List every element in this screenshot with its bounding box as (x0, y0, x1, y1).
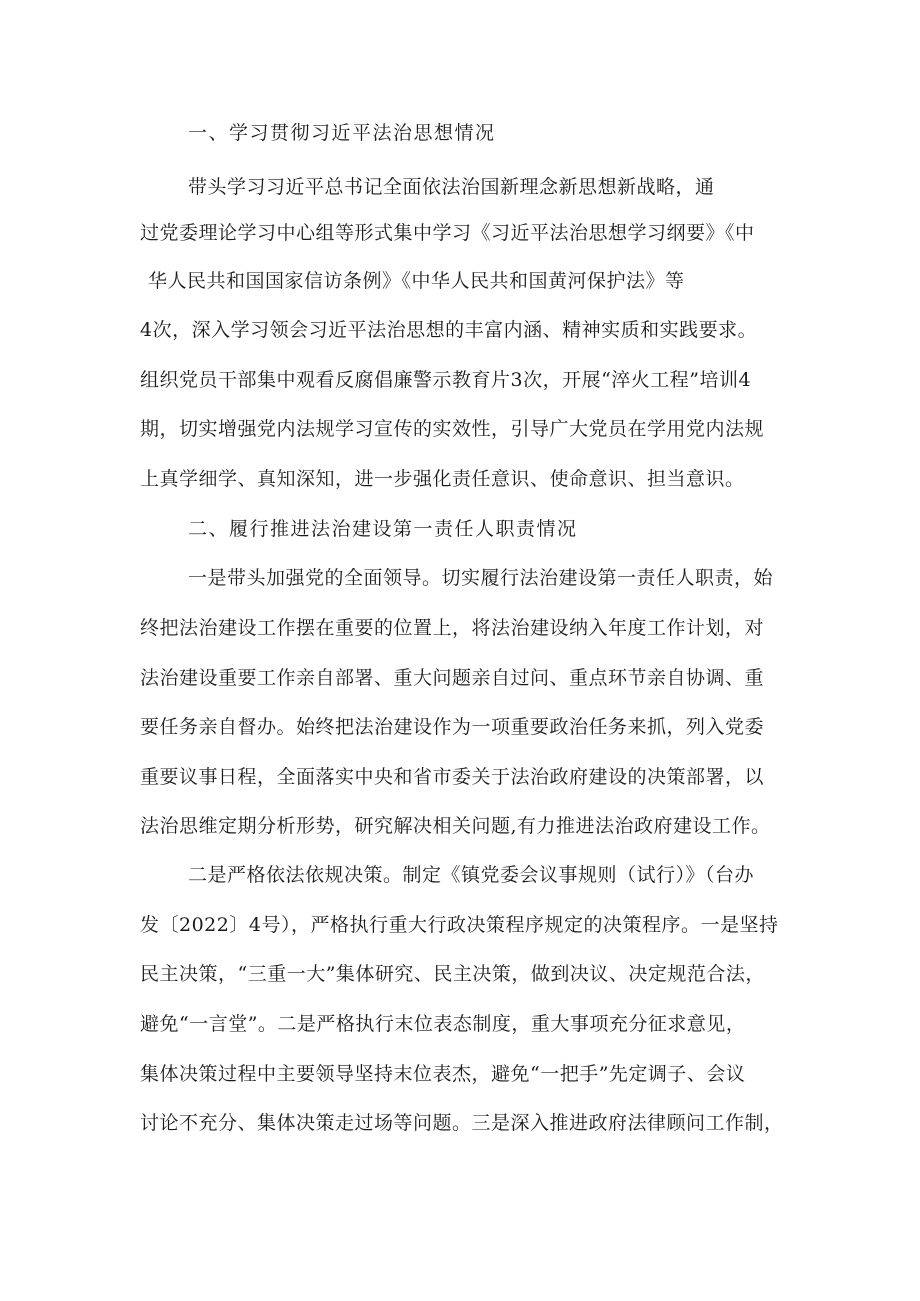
paragraph-line: 一是带头加强党的全面领导。切实履行法治建设第一责任人职责，始 (188, 567, 774, 589)
paragraph-line: 法治建设重要工作亲自部署、重大问题亲自过问、重点环节亲自协调、重 (140, 667, 765, 689)
paragraph-line: 4次，深入学习领会习近平法治思想的丰富内涵、精神实质和实践要求。 (140, 319, 758, 341)
paragraph-line: 民主决策，“三重一大”集体研究、民主决策，做到决议、决定规范合法， (140, 963, 765, 985)
paragraph-line: 发〔2022〕4号），严格执行重大行政决策程序规定的决策程序。一是坚持 (140, 914, 779, 936)
paragraph-line: 终把法治建设工作摆在重要的位置上，将法治建设纳入年度工作计划，对 (140, 617, 765, 639)
paragraph-line: 二是严格依法依规决策。制定《镇党委会议事规则（试行）》（台办 (188, 864, 755, 886)
paragraph-line: 华人民共和国国家信访条例》《中华人民共和国黄河保护法》等 (148, 270, 685, 292)
paragraph-line: 法治思维定期分析形势，研究解决相关问题,有力推进法治政府建设工作。 (140, 815, 771, 837)
paragraph-line: 带头学习习近平总书记全面依法治国新理念新思想新战略，通 (188, 176, 715, 198)
section-heading-1: 一、学习贯彻习近平法治思想情况 (188, 122, 496, 144)
paragraph-line: 避免“一言堂”。二是严格执行末位表态制度，重大事项充分征求意见， (140, 1013, 746, 1035)
paragraph-line: 组织党员干部集中观看反腐倡廉警示教育片3次，开展“淬火工程”培训4 (140, 369, 752, 391)
paragraph-line: 要任务亲自督办。始终把法治建设作为一项重要政治任务来抓，列入党委 (140, 716, 765, 738)
paragraph-line: 集体决策过程中主要领导坚持末位表杰，避免“一把手”先定调子、会议 (140, 1063, 746, 1085)
section-heading-2: 二、履行推进法治建设第一责任人职责情况 (188, 518, 578, 540)
paragraph-line: 讨论不充分、集体决策走过场等问题。三是深入推进政府法律顾问工作制， (140, 1112, 784, 1134)
paragraph-line: 过党委理论学习中心组等形式集中学习《习近平法治思想学习纲要》《中 (140, 222, 755, 244)
paragraph-line: 上真学细学、真知深知，进一步强化责任意识、使命意识、担当意识。 (140, 468, 745, 490)
paragraph-line: 期，切实增强党内法规学习宣传的实效性，引导广大党员在学用党内法规 (140, 418, 765, 440)
paragraph-line: 重要议事日程，全面落实中央和省市委关于法治政府建设的决策部署，以 (140, 766, 765, 788)
